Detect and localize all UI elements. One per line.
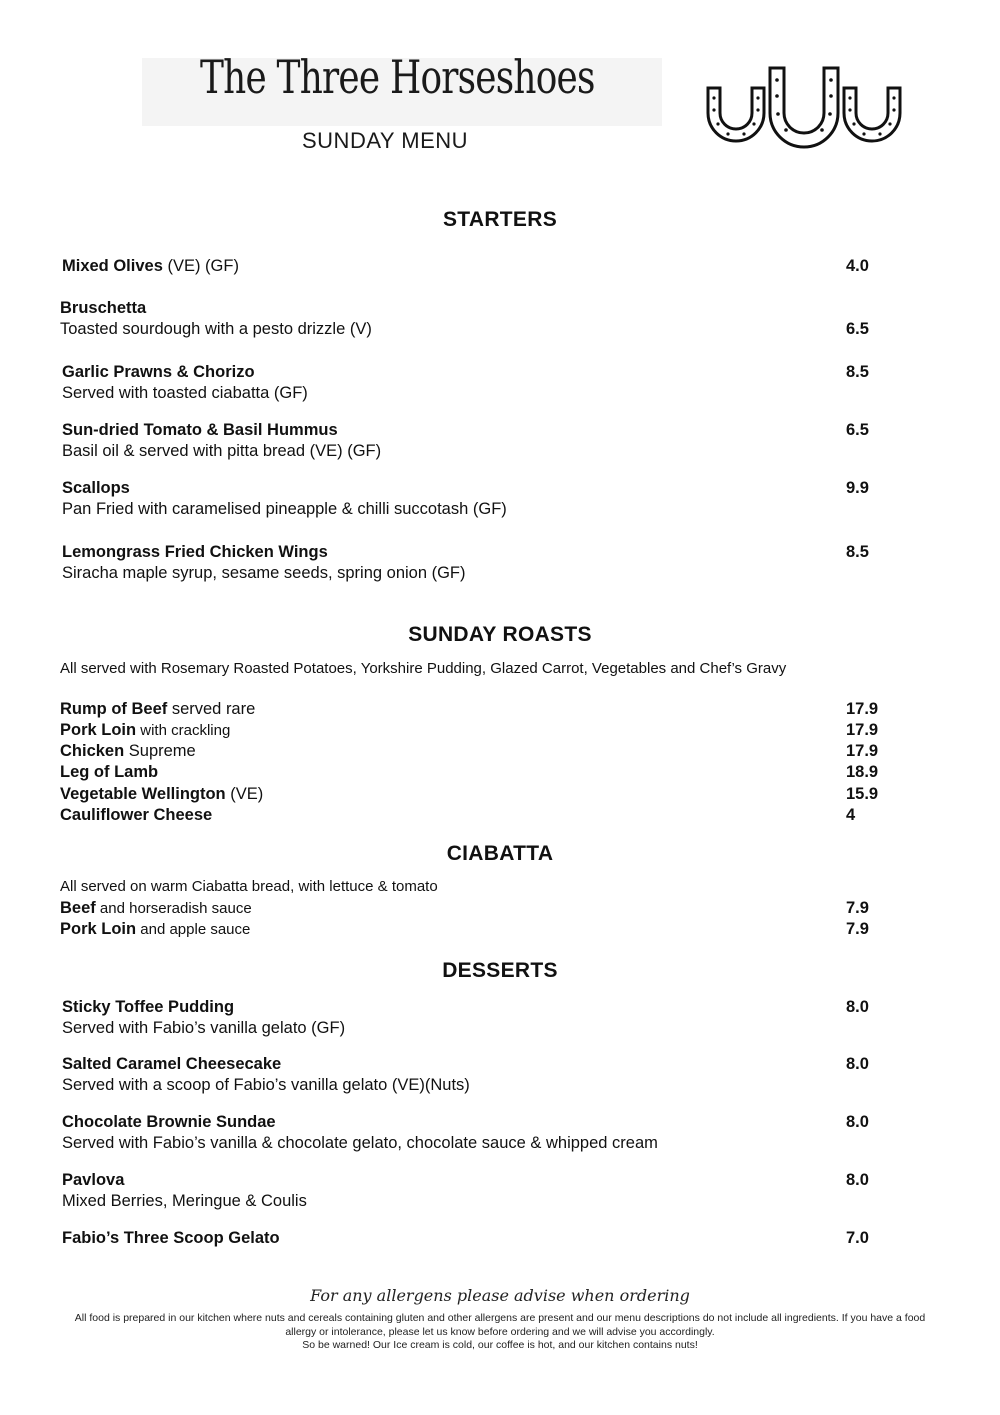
three-horseshoes-icon xyxy=(700,58,906,158)
menu-item-pavlova xyxy=(62,1170,892,1212)
item-price: 4 xyxy=(846,806,856,824)
menu-item-hummus xyxy=(62,420,892,462)
menu-item-leg-of-lamb xyxy=(60,762,158,783)
item-price: 4.0 xyxy=(846,257,869,275)
item-price: 18.9 xyxy=(846,763,879,781)
starters-heading: STARTERS xyxy=(442,208,557,231)
menu-item-cauliflower-cheese xyxy=(60,805,212,826)
menu-item-beef-ciabatta xyxy=(60,898,252,919)
item-price: 8.0 xyxy=(846,1055,869,1073)
item-price: 6.5 xyxy=(846,421,869,439)
fine-print-warning: So be warned! Our Ice cream is cold, our coffee is hot, and our kitchen contains nuts! xyxy=(302,1339,698,1351)
item-name: Pork Loin xyxy=(60,920,137,938)
ciabatta-heading: CIABATTA xyxy=(446,842,554,865)
item-name: Bruschetta xyxy=(60,299,147,317)
item-description: Mixed Berries, Meringue & Coulis xyxy=(62,1192,307,1210)
item-name: Cauliflower Cheese xyxy=(60,806,213,824)
menu-item-three-scoop-gelato xyxy=(62,1228,892,1249)
item-description: Supreme xyxy=(124,742,196,760)
item-name: Chocolate Brownie Sundae xyxy=(62,1113,276,1131)
allergen-fine-print xyxy=(60,1312,940,1353)
item-description: served rare xyxy=(167,700,256,718)
item-name: Scallops xyxy=(62,479,130,497)
item-price: 17.9 xyxy=(846,721,879,739)
menu-item-bruschetta xyxy=(60,298,890,340)
item-name: Rump of Beef xyxy=(60,700,168,718)
item-name: Vegetable Wellington xyxy=(60,785,226,803)
item-description: with crackling xyxy=(136,722,231,739)
item-price: 7.0 xyxy=(846,1229,869,1247)
ciabatta-note: All served on warm Ciabatta bread, with lettuce & tomato xyxy=(60,878,438,895)
menu-item-mixed-olives xyxy=(62,256,892,277)
item-price: 17.9 xyxy=(846,700,879,718)
item-price: 8.5 xyxy=(846,363,869,381)
menu-subtitle: SUNDAY MENU xyxy=(302,128,469,153)
menu-item-salted-caramel-cheesecake xyxy=(62,1054,892,1096)
item-name: Fabio’s Three Scoop Gelato xyxy=(62,1229,280,1247)
item-description: Served with a scoop of Fabio’s vanilla gelato (VE)(Nuts) xyxy=(62,1076,470,1094)
item-name: Chicken xyxy=(60,742,125,760)
item-price: 8.0 xyxy=(846,1171,869,1189)
roasts-note: All served with Rosemary Roasted Potatoes, Yorkshire Pudding, Glazed Carrot, Vegetables and Chef’s Gravy xyxy=(60,660,787,677)
sunday-roasts-heading: SUNDAY ROASTS xyxy=(408,623,592,646)
item-description: Siracha maple syrup, sesame seeds, spring onion (GF) xyxy=(62,564,466,582)
item-name: Salted Caramel Cheesecake xyxy=(62,1055,282,1073)
item-name: Mixed Olives xyxy=(62,257,163,275)
item-description: and apple sauce xyxy=(136,921,251,938)
menu-item-vegetable-wellington xyxy=(60,784,263,805)
item-description: Served with Fabio’s vanilla & chocolate gelato, chocolate sauce & whipped cream xyxy=(62,1134,658,1152)
item-name: Pork Loin xyxy=(60,721,137,739)
item-description: Basil oil & served with pitta bread (VE) (GF) xyxy=(62,442,382,460)
item-price: 8.5 xyxy=(846,543,869,561)
menu-item-pork-loin xyxy=(60,720,230,741)
menu-item-scallops xyxy=(62,478,892,520)
item-name: Leg of Lamb xyxy=(60,763,159,781)
item-description: Served with toasted ciabatta (GF) xyxy=(62,384,308,402)
menu-item-chocolate-brownie-sundae xyxy=(62,1112,892,1154)
item-price: 8.0 xyxy=(846,1113,869,1131)
item-name: Sun-dried Tomato & Basil Hummus xyxy=(62,421,338,439)
item-dietary: (VE) (GF) xyxy=(162,257,239,275)
menu-item-sticky-toffee-pudding xyxy=(62,997,892,1039)
item-price: 6.5 xyxy=(846,320,869,338)
item-name: Beef xyxy=(60,899,96,917)
item-price: 7.9 xyxy=(846,899,869,917)
item-description: Toasted sourdough with a pesto drizzle (V) xyxy=(60,320,372,338)
item-name: Sticky Toffee Pudding xyxy=(62,998,235,1016)
menu-item-pork-loin-ciabatta xyxy=(60,919,250,940)
fine-print-line: All food is prepared in our kitchen where nuts and cereals containing gluten and other allergens are present and our menu descriptions do not include all ingredients. If you have a food allergy or intolerance, please let us know before ordering and we will advise you accordingly. xyxy=(74,1312,926,1338)
menu-item-rump-of-beef xyxy=(60,699,255,720)
item-name: Pavlova xyxy=(62,1171,125,1189)
item-name: Garlic Prawns & Chorizo xyxy=(62,363,255,381)
menu-item-garlic-prawns xyxy=(62,362,892,404)
item-price: 8.0 xyxy=(846,998,869,1016)
allergen-notice: For any allergens please advise when ordering xyxy=(310,1286,690,1305)
item-price: 17.9 xyxy=(846,742,879,760)
menu-item-chicken-wings xyxy=(62,542,892,584)
item-price: 7.9 xyxy=(846,920,869,938)
item-description: (VE) xyxy=(225,785,264,803)
desserts-heading: DESSERTS xyxy=(442,959,558,982)
restaurant-logo-title: The Three Horseshoes xyxy=(200,50,595,104)
item-price: 15.9 xyxy=(846,785,879,803)
item-name: Lemongrass Fried Chicken Wings xyxy=(62,543,328,561)
item-description: and horseradish sauce xyxy=(95,900,252,917)
menu-item-chicken-supreme xyxy=(60,741,196,762)
item-description: Served with Fabio’s vanilla gelato (GF) xyxy=(62,1019,346,1037)
item-price: 9.9 xyxy=(846,479,869,497)
item-description: Pan Fried with caramelised pineapple & chilli succotash (GF) xyxy=(62,500,507,518)
